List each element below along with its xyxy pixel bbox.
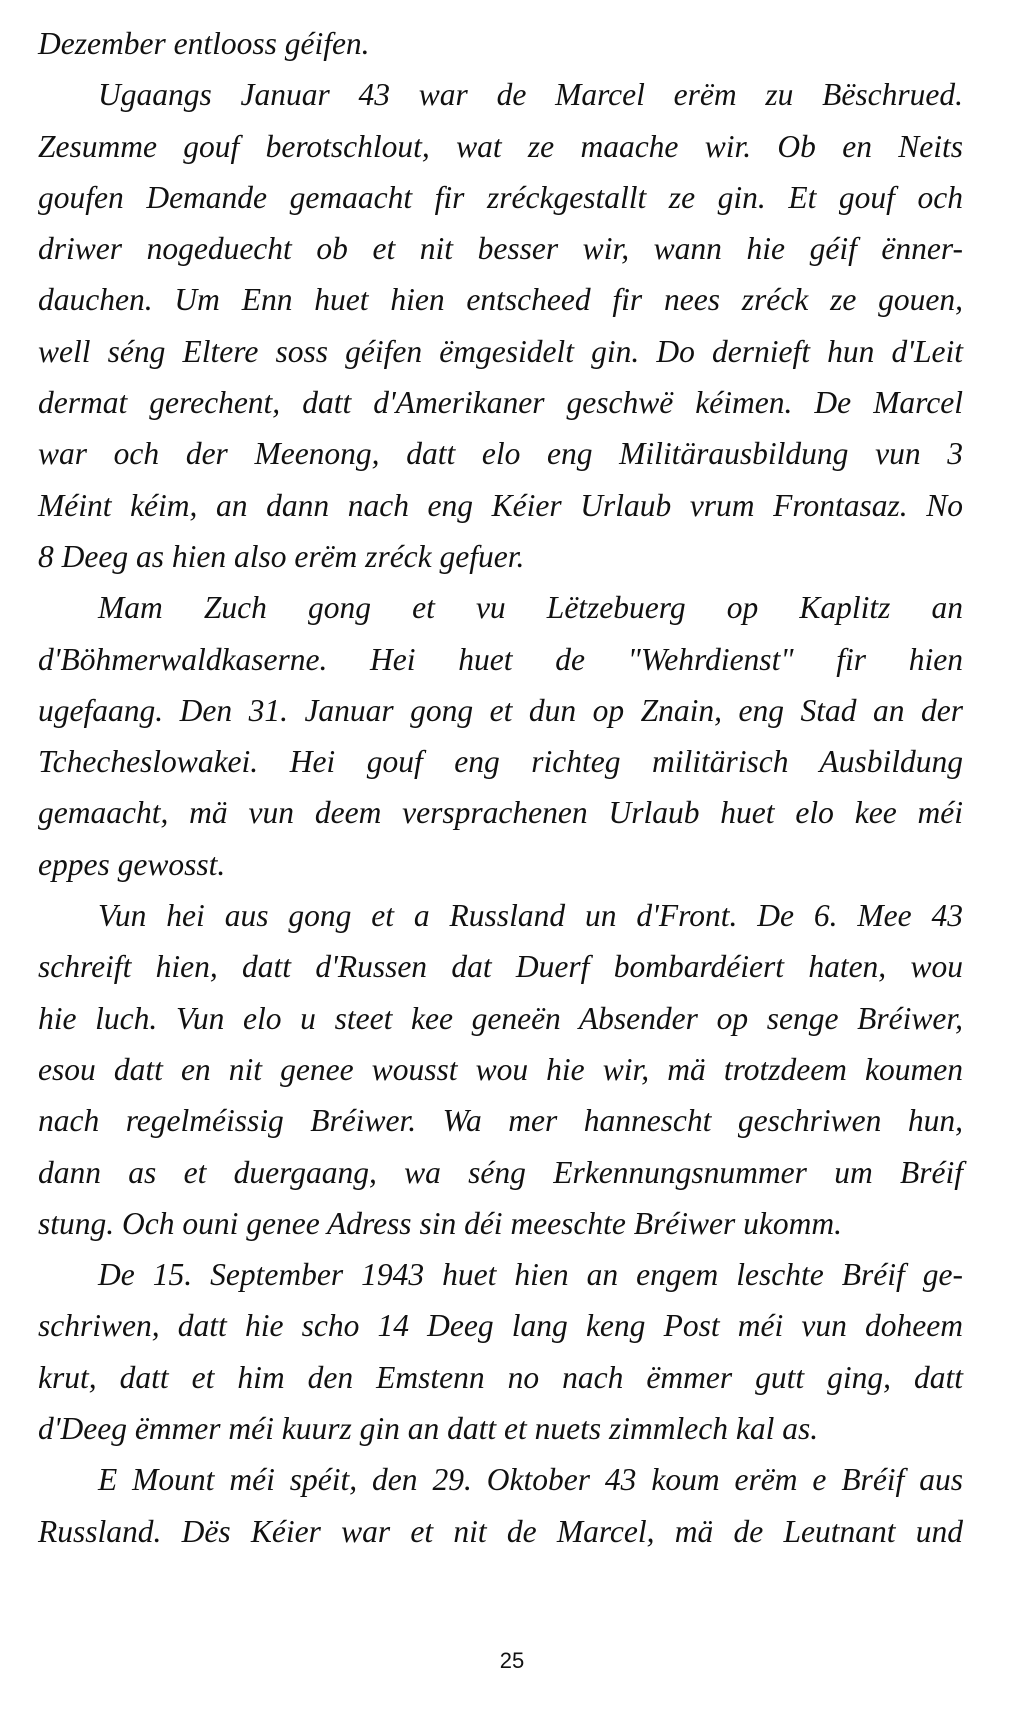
text-line: Méint kéim, an dann nach eng Kéier Urlaub vrum Frontasaz. No: [38, 487, 963, 523]
text-line: E Mount méi spéit, den 29. Oktober 43 koum erëm e Bréif aus: [98, 1462, 963, 1498]
text-line: eppes gewosst.: [38, 846, 226, 882]
text-line: Russland. Dës Kéier war et nit de Marcel, mä de Leutnant und: [38, 1513, 963, 1549]
text-line: dann as et duergaang, wa séng Erkennungsnummer um Bréif: [38, 1154, 963, 1190]
text-line: goufen Demande gemaacht fir zréckgestallt ze gin. Et gouf och: [38, 179, 963, 215]
paragraph-2: [38, 69, 963, 582]
text-line: driwer nogeduecht ob et nit besser wir, wann hie géif ënner-: [38, 231, 963, 267]
text-line: Vun hei aus gong et a Russland un d'Front. De 6. Mee 43: [98, 898, 963, 934]
text-line: gemaacht, mä vun deem versprachenen Urlaub huet elo kee méi: [38, 795, 963, 831]
paragraph-4: [38, 890, 963, 1249]
paragraph-5: [38, 1249, 963, 1454]
text-line: esou datt en nit genee wousst wou hie wir, mä trotzdeem koumen: [38, 1051, 963, 1087]
page-number: 25: [499, 1648, 525, 1673]
text-line: d'Böhmerwaldkaserne. Hei huet de "Wehrdienst" fir hien: [38, 641, 963, 677]
text-line: well séng Eltere soss géifen ëmgesidelt gin. Do dernieft hun d'Leit: [38, 333, 963, 369]
text-line: dermat gerechent, datt d'Amerikaner geschwë kéimen. De Marcel: [38, 385, 963, 421]
text-line: ugefaang. Den 31. Januar gong et dun op Znain, eng Stad an der: [38, 692, 963, 728]
text-line: De 15. September 1943 huet hien an engem leschte Bréif ge-: [98, 1257, 963, 1293]
text-line: Tchecheslowakei. Hei gouf eng richteg militärisch Ausbildung: [38, 744, 963, 780]
text-line: nach regelméissig Bréiwer. Wa mer hannescht geschriwen hun,: [38, 1103, 963, 1139]
body-text: [38, 18, 963, 1557]
text-line: Mam Zuch gong et vu Lëtzebuerg op Kaplitz an: [98, 590, 963, 626]
text-line: dauchen. Um Enn huet hien entscheed fir nees zréck ze gouen,: [38, 282, 963, 318]
text-line: Dezember entlooss géifen.: [38, 26, 370, 61]
text-line: war och der Meenong, datt elo eng Militärausbildung vun 3: [38, 436, 963, 472]
text-line: 8 Deeg as hien also erëm zréck gefuer.: [38, 538, 525, 574]
text-line: stung. Och ouni genee Adress sin déi meeschte Bréiwer ukomm.: [38, 1205, 842, 1241]
text-line: krut, datt et him den Emstenn no nach ëmmer gutt ging, datt: [38, 1359, 963, 1395]
text-line: Zesumme gouf berotschlout, wat ze maache wir. Ob en Neits: [38, 128, 963, 164]
text-line: schreift hien, datt d'Russen dat Duerf bombardéiert haten, wou: [38, 949, 963, 985]
paragraph-6: [38, 1454, 963, 1557]
paragraph-1: [38, 18, 963, 69]
text-line: d'Deeg ëmmer méi kuurz gin an datt et nuets zimmlech kal as.: [38, 1411, 819, 1447]
text-line: hie luch. Vun elo u steet kee geneën Absender op senge Bréiwer,: [38, 1000, 963, 1036]
text-line: Ugaangs Januar 43 war de Marcel erëm zu Bëschrued.: [98, 77, 963, 113]
paragraph-3: [38, 582, 963, 890]
text-line: schriwen, datt hie scho 14 Deeg lang keng Post méi vun doheem: [38, 1308, 963, 1344]
